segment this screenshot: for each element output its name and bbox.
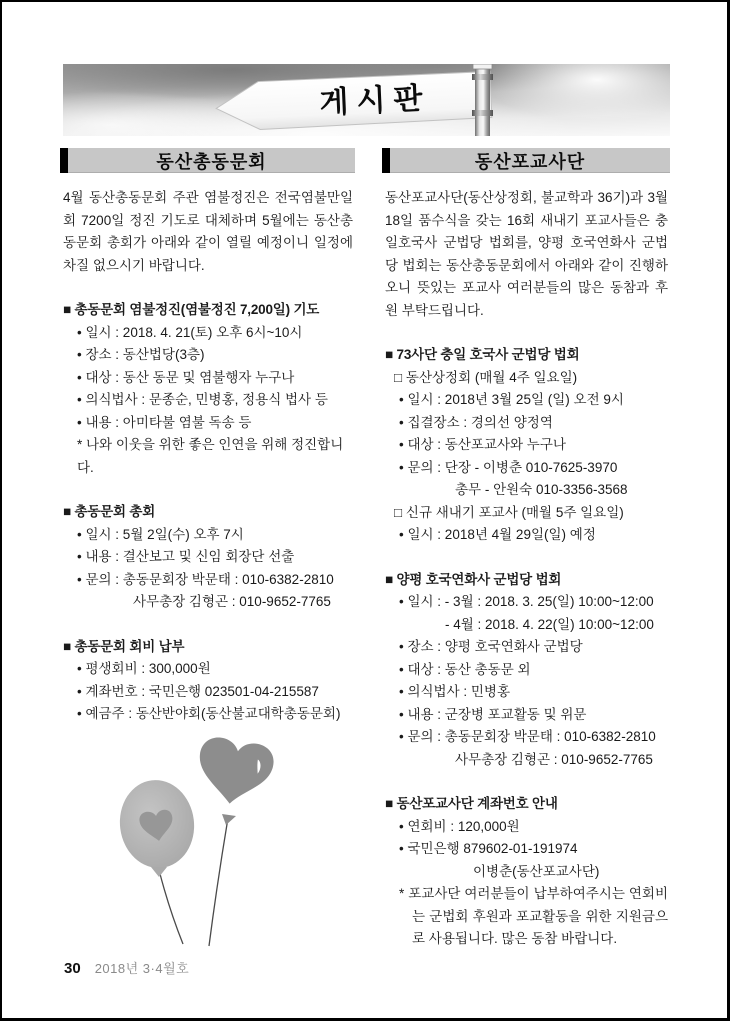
notice-section: [385, 569, 668, 772]
detail-line: • 평생회비 : 300,000원: [77, 661, 211, 676]
detail-line: • 내용 : 결산보고 및 신임 회장단 선출: [77, 549, 295, 564]
detail-line: • 문의 : 총동문회장 박문태 : 010-6382-2810: [77, 571, 334, 587]
detail-line: • 집결장소 : 경의선 양정역: [399, 414, 553, 430]
detail-line: • 장소 : 양평 호국연화사 군법당: [399, 639, 583, 654]
arrow-sign: [215, 71, 492, 131]
detail-line: - 4월 : 2018. 4. 22(일) 10:00~12:00: [445, 616, 654, 632]
notice-section: [63, 299, 353, 479]
detail-line: • 내용 : 아미타불 염불 독송 등: [77, 414, 252, 430]
detail-line: • 의식법사 : 문종순, 민병홍, 정용식 법사 등: [77, 392, 328, 407]
left-intro-paragraph: 4월 동산총동문회 주관 염불정진은 전국염불만일회 7200일 정진 기도로 대체하며 5월에는 동산총동문회 총회가 아래와 같이 열릴 예정이니 일정에 차질 없으시기 바랍니다.: [63, 190, 353, 273]
detail-line: • 문의 : 총동문회장 박문태 : 010-6382-2810: [399, 729, 656, 744]
balloon-knot: [222, 814, 236, 825]
left-column-title: 동산총동문회: [156, 151, 267, 172]
notice-section: [63, 501, 353, 614]
heart-balloons-illustration: [77, 724, 347, 959]
detail-line: • 대상 : 동산 동문 및 염불행자 누구나: [77, 369, 295, 385]
right-intro-paragraph: 동산포교사단(동산상정회, 불교학과 36기)과 3월 18일 품수식을 갖는 16회 새내기 포교사들은 충일호국사 군법당 법회를, 양평 호국연화사 군법당 법회는 동산총동문회에서 아래와 같이 진행하오니 뜻있는 포교사 여러분들의 많은 동참과 후원 부탁드립니다.: [385, 190, 668, 318]
detail-line: • 계좌번호 : 국민은행 023501-04-215587: [77, 683, 319, 699]
issue-label: 2018년 3·4월호: [94, 961, 190, 976]
detail-line: • 예금주 : 동산반야회(동산불교대학총동문회): [77, 706, 341, 721]
detail-line: 사무총장 김형곤 : 010-9652-7765: [455, 751, 653, 767]
page-number: 30: [64, 960, 81, 977]
left-column-body: [60, 173, 355, 726]
detail-line: • 연회비 : 120,000원: [399, 818, 520, 834]
detail-line: • 대상 : 동산 총동문 외: [399, 661, 531, 677]
left-column-header: [60, 148, 355, 173]
detail-line: * 포교사단 여러분들이 납부하여주시는 연회비는 군법회 후원과 포교활동을 위한 지원금으로 사용됩니다. 많은 동참 바랍니다.: [399, 886, 668, 946]
right-column: [382, 148, 670, 951]
detail-line: • 일시 : 2018. 4. 21(토) 오후 6시~10시: [77, 324, 303, 340]
notice-section: [385, 344, 668, 547]
right-sections: [385, 344, 668, 951]
detail-line: □ 신규 새내기 포교사 (매월 5주 일요일): [394, 504, 624, 520]
notice-section: [385, 793, 668, 951]
detail-line: • 일시 : 2018년 4월 29일(일) 예정: [399, 527, 596, 542]
signpost-illustration: [63, 64, 670, 136]
notice-section: [63, 636, 353, 726]
section-title: ■ 양평 호국연화사 군법당 법회: [385, 571, 562, 587]
right-column-header: [382, 148, 670, 173]
detail-line: • 장소 : 동산법당(3층): [77, 347, 205, 362]
section-title: ■ 동산포교사단 계좌번호 안내: [385, 796, 558, 811]
section-title: ■ 총동문회 총회: [63, 504, 156, 519]
heart-balloon: [193, 735, 276, 810]
detail-line: • 일시 : 5월 2일(수) 오후 7시: [77, 526, 244, 542]
detail-line: • 내용 : 군장병 포교활동 및 위문: [399, 706, 587, 722]
detail-line: • 국민은행 879602-01-191974: [399, 841, 578, 856]
detail-line: 사무총장 김형곤 : 010-9652-7765: [133, 594, 331, 609]
detail-line: • 의식법사 : 민병홍: [399, 684, 511, 699]
sign-pole: [472, 64, 493, 136]
section-title: ■ 총동문회 회비 납부: [63, 638, 185, 654]
section-title: ■ 총동문회 염불정진(염불정진 7,200일) 기도: [63, 302, 320, 317]
detail-line: □ 동산상정회 (매월 4주 일요일): [394, 369, 578, 385]
left-sections: [63, 299, 353, 726]
balloon-string: [209, 818, 228, 946]
right-column-body: [382, 173, 670, 951]
detail-line: 총무 - 안원숙 010-3356-3568: [455, 482, 628, 497]
detail-line: 이병춘(동산포교사단): [473, 863, 600, 879]
detail-line: • 대상 : 동산포교사와 누구나: [399, 437, 566, 452]
left-column: [60, 148, 355, 726]
banner-title: 게시판: [318, 82, 432, 120]
section-title: ■ 73사단 충일 호국사 군법당 법회: [385, 347, 580, 362]
bulletin-board-banner: [63, 64, 670, 136]
page-footer: [64, 958, 189, 977]
detail-line: • 문의 : 단장 - 이병춘 010-7625-3970: [399, 459, 618, 475]
balloon-string: [159, 870, 183, 944]
detail-line: • 일시 : 2018년 3월 25일 (일) 오전 9시: [399, 392, 624, 407]
round-balloon: [115, 776, 199, 872]
detail-line: * 나와 이웃을 위한 좋은 인연을 위해 정진합니다.: [77, 437, 344, 475]
balloon-knot: [151, 867, 167, 877]
right-column-title: 동산포교사단: [474, 151, 586, 172]
detail-line: • 일시 : - 3월 : 2018. 3. 25(일) 10:00~12:00: [399, 594, 654, 609]
